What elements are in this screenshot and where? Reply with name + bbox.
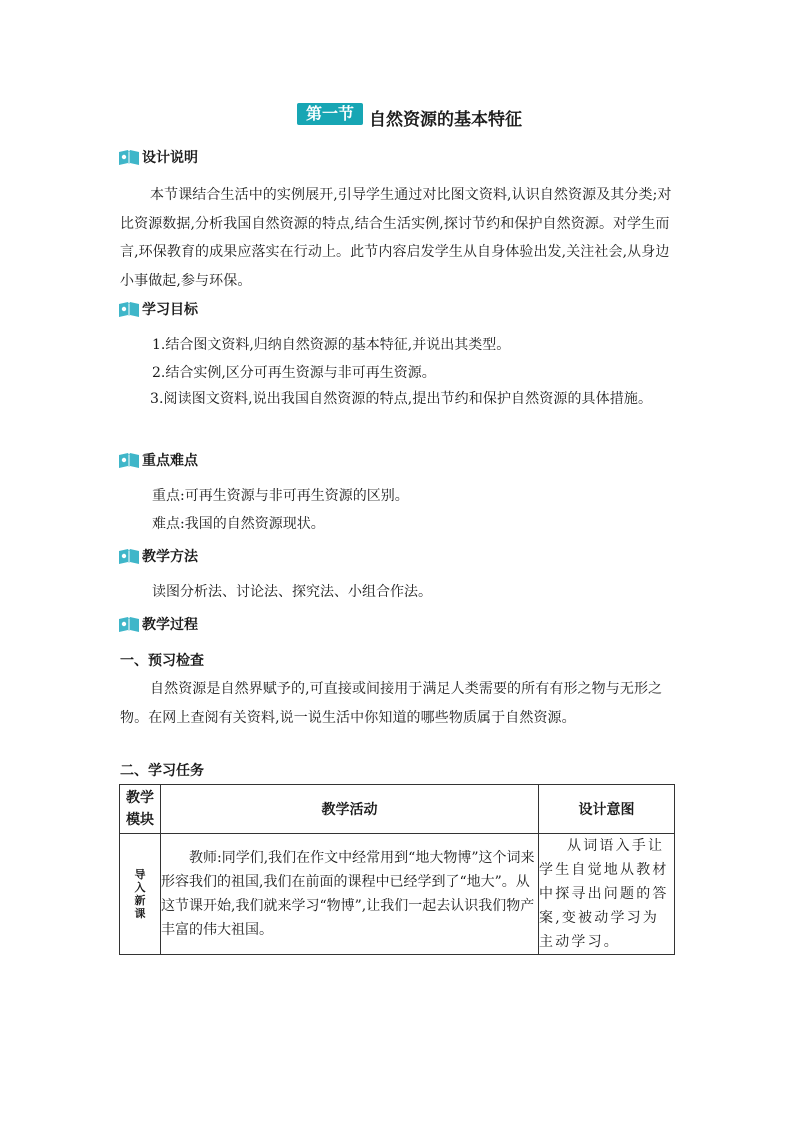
column-header: 设计意图 (539, 785, 675, 834)
section-title: 重点难点 (142, 453, 198, 469)
book-icon (118, 301, 140, 319)
page-title: 自然资源的基本特征 (369, 110, 522, 130)
module-cell: 导入新课 (120, 834, 161, 955)
table-row (120, 834, 675, 955)
preview-text: 自然资源是自然界赋予的,可直接或间接用于满足人类需要的所有有形之物与无形之物。在网上查阅有关资料,说一说生活中你知道的哪些物质属于自然资源。 (120, 681, 663, 726)
section-title: 教学过程 (142, 617, 198, 633)
objective-item: 3.阅读图文资料,说出我国自然资源的特点,提出节约和保护自然资源的具体措施。 (150, 391, 653, 407)
column-header: 教学活动 (161, 785, 539, 834)
activity-cell: 教师:同学们,我们在作文中经常用到“地大物博”这个词来形容我们的祖国,我们在前面的课程中已经学到了“地大”。从这节课开始,我们就来学习“物博”,让我们一起去认识我们物产丰富的伟大祖国。 (161, 834, 539, 955)
book-icon (118, 616, 140, 634)
column-header: 教学模块 (120, 785, 161, 834)
book-icon (118, 548, 140, 566)
methods-text: 读图分析法、讨论法、探究法、小组合作法。 (152, 584, 432, 600)
objective-item: 1.结合图文资料,归纳自然资源的基本特征,并说出其类型。 (152, 337, 511, 353)
subheading-tasks: 二、学习任务 (120, 763, 204, 779)
objective-item: 2.结合实例,区分可再生资源与非可再生资源。 (152, 365, 436, 381)
section-title: 学习目标 (142, 302, 198, 318)
lesson-table (119, 784, 675, 955)
book-icon (118, 452, 140, 470)
subheading-preview: 一、预习检查 (120, 653, 204, 669)
key-point-focus: 重点:可再生资源与非可再生资源的区别。 (152, 488, 409, 504)
book-icon (118, 149, 140, 167)
section-title: 设计说明 (142, 150, 198, 166)
lesson-heading (0, 103, 794, 129)
section-title: 教学方法 (142, 549, 198, 565)
design-description: 本节课结合生活中的实例展开,引导学生通过对比图文资料,认识自然资源及其分类;对比资源数据,分析我国自然资源的特点,结合生活实例,探讨节约和保护自然资源。对学生而言,环保教育的成果应落实在行动上。此节内容启发学生从自身体验出发,关注社会,从身边小事做起,参与环保。 (120, 187, 672, 289)
intent-cell: 从词语入手让学生自觉地从教材中探寻出问题的答案,变被动学习为主动学习。 (539, 834, 675, 955)
key-point-difficulty: 难点:我国的自然资源现状。 (152, 516, 325, 532)
table-header-row (120, 785, 675, 834)
section-badge: 第一节 (297, 103, 363, 125)
